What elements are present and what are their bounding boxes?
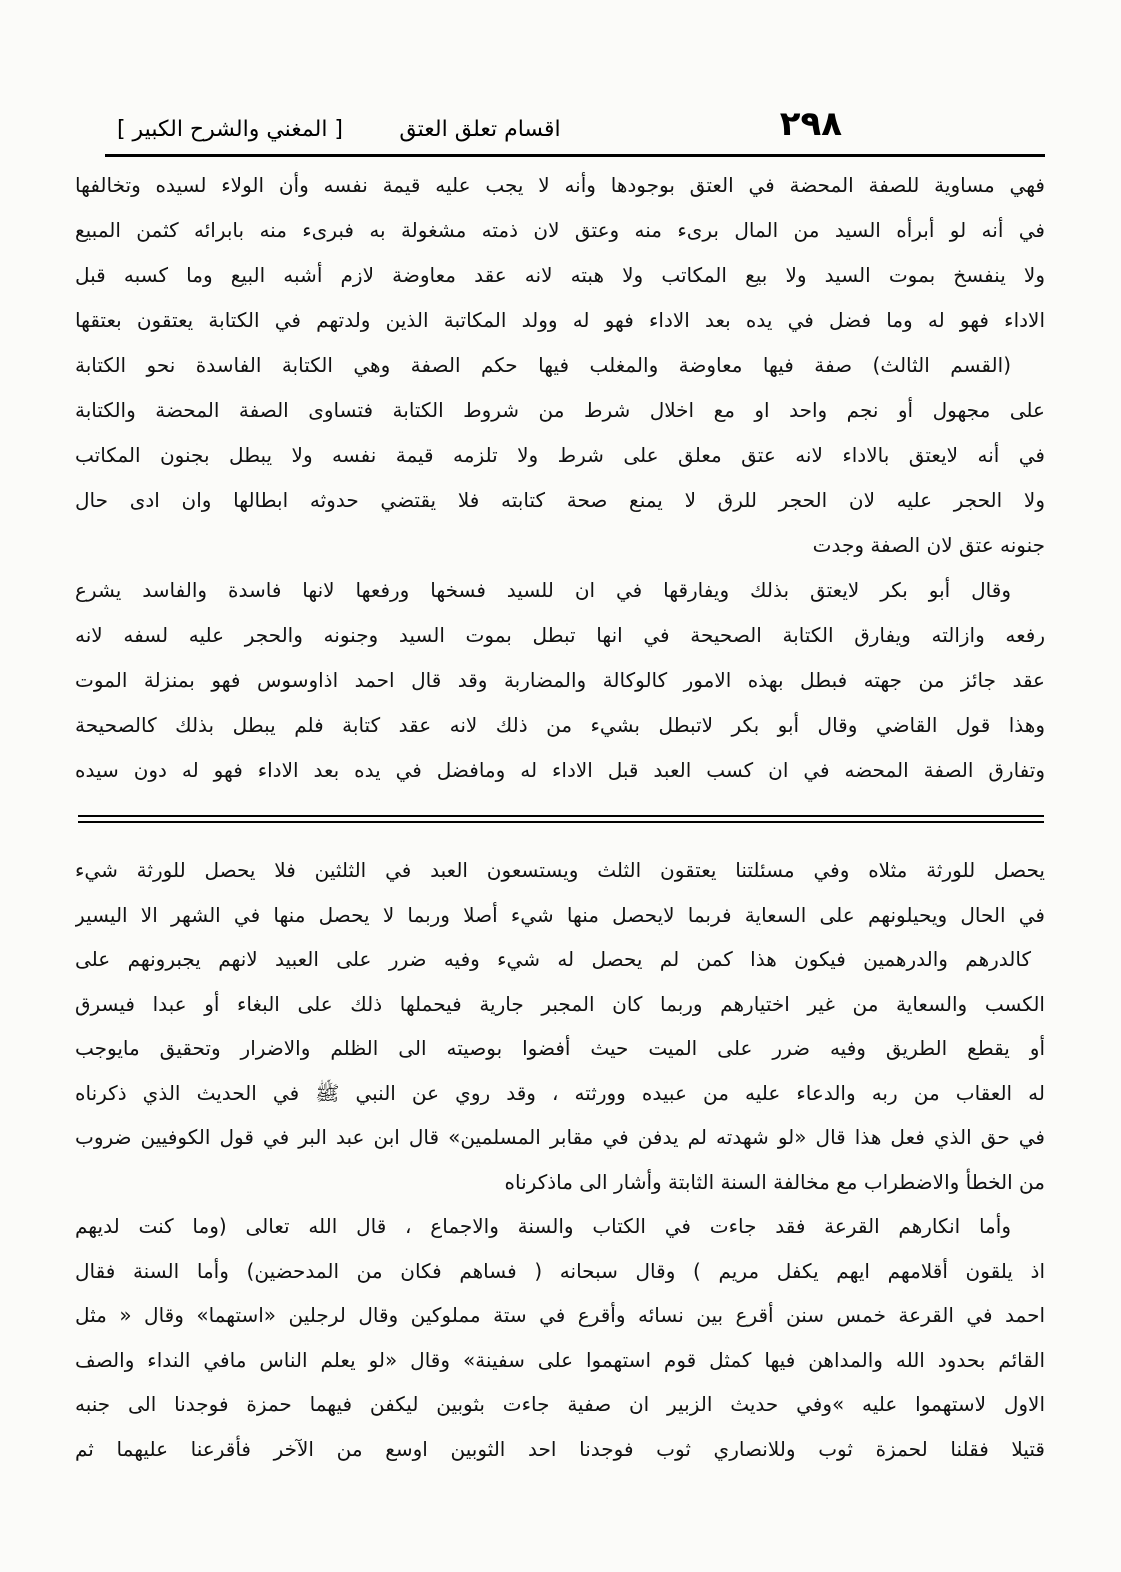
commentary-section [75,848,1045,1471]
text-line: أو يقطع الطريق وفيه ضرر على الميت حيث أفضوا بوصيته الى الظلم والاضرار وتحقيق مايوجب [75,1036,1045,1060]
text-line: ولا ينفسخ بموت السيد ولا بيع المكاتب ولا هبته لانه عقد معاوضة لازم أشبه البيع وما كسبه قبل [75,263,1045,287]
text-line: ولا الحجر عليه لان الحجر للرق لا يمنع صحة كتابته فلا يقتضي حدوثه ابطالها وان ادى حال [75,488,1045,512]
text-line: في أنه لو أبرأه السيد من المال برىء منه وعتق لان ذمته مشغولة به فبرىء منه بابرائه كثمن المبيع [75,218,1045,242]
text-line: فهي مساوية للصفة المحضة في العتق بوجودها وأنه لا يجب عليه قيمة نفسه وأن الولاء لسيده وتخالفها [75,173,1045,197]
text-line: قتيلا فقلنا لحمزة ثوب وللانصاري ثوب فوجدنا احد الثوبين اوسع من الآخر فأقرعنا عليهما ثم [75,1436,1045,1461]
text-line: الاداء فهو له وما فضل في يده بعد الاداء فهو له وولد المكاتبة الذين ولدتهم في الكتابة يعتقون بعتقها [75,308,1045,332]
text-line: الاول لاستهموا عليه »وفي حديث الزبير ان صفية جاءت بثوبين ليكفن فيهما حمزة فوجدنا الى جنبه [75,1392,1045,1416]
text-line: في الحال ويحيلونهم على السعاية فربما لايحصل منها شيء أصلا وربما لا يحصل منها في الشهر الا اليسير [75,902,1045,927]
book-title: [ المغني والشرح الكبير ] [116,117,344,142]
text-line: من الخطأ والاضطراب مع مخالفة السنة الثابتة وأشار الى ماذكرناه [504,1169,1045,1194]
text-line: وقال أبو بكر لايعتق بذلك ويفارقها في ان للسيد فسخها ورفعها لانها فاسدة والفاسد يشرع [75,578,1011,602]
header-rule [105,154,1045,157]
text-line: في حق الذي فعل هذا قال «لو شهدته لم يدفن في مقابر المسلمين» قال ابن عبد البر في قول الكوفيين ضروب [75,1125,1045,1149]
text-line: جنونه عتق لان الصفة وجدت [812,533,1045,557]
text-line: الكسب والسعاية من غير اختيارهم وربما كان المجبر جارية فيحملها ذلك على البغاء أو عبدا فيسرق [75,991,1045,1016]
text-line: يحصل للورثة مثلاه وفي مسئلتنا يعتقون الثلث ويستسعون العبد في الثلثين فلا يحصل للورثة شيء [75,858,1045,882]
section-divider [78,815,1044,823]
text-line: على مجهول أو نجم واحد او مع اخلال شرط من شروط الكتابة فتساوى الصفة المحضة والكتابة [75,398,1045,422]
text-line: وهذا قول القاضي وقال أبو بكر لاتبطل بشيء من ذلك لانه عقد كتابة فلم يبطل بذلك كالصحيحة [75,713,1045,737]
text-line: وأما انكارهم القرعة فقد جاءت في الكتاب والسنة والاجماع ، قال الله تعالى (وما كنت لديهم [75,1214,1011,1238]
text-line: عقد جائز من جهته فبطل بهذه الامور كالوكالة والمضاربة وقد قال احمد اذاوسوس فهو بمنزلة الموت [75,668,1045,692]
text-line: احمد في القرعة خمس سنن أقرع بين نسائه وأقرع في ستة مملوكين وقال لرجلين «استهما» وقال « مثل [75,1303,1045,1327]
text-line: في أنه لايعتق بالاداء لانه عتق معلق على شرط ولا تلزمه قيمة نفسه ولا يبطل بجنون المكاتب [75,443,1045,467]
text-line: (القسم الثالث) صفة فيها معاوضة والمغلب فيها حكم الصفة وهي الكتابة الفاسدة نحو الكتابة [75,353,1011,377]
main-text-section [75,163,1045,793]
text-line: وتفارق الصفة المحضه في ان كسب العبد قبل الاداء له ومافضل في يده بعد الاداء فهو له دون سيده [75,758,1045,782]
running-title: اقسام تعلق العتق [399,117,561,142]
text-line: كالدرهم والدرهمين فيكون هذا كمن لم يحصل له شيء وفيه ضرر على العبيد لانهم يجبرونهم على [75,947,1031,971]
page-number: ٢٩٨ [779,104,842,144]
text-line: رفعه وازالته ويفارق الكتابة الصحيحة في انها تبطل بموت السيد وجنونه والحجر عليه لسفه لانه [75,623,1045,647]
text-line: القائم بحدود الله والمداهن فيها كمثل قوم استهموا على سفينة» وقال «لو يعلم الناس مافي النداء والصف [75,1347,1045,1372]
text-line: له العقاب من ربه والدعاء عليه من عبيده وورثته ، وقد روي عن النبي ﷺ في الحديث الذي ذكرناه [75,1080,1045,1105]
text-line: اذ يلقون أقلامهم ايهم يكفل مريم ) وقال سبحانه ( فساهم فكان من المدحضين) وأما السنة فقال [75,1258,1045,1283]
